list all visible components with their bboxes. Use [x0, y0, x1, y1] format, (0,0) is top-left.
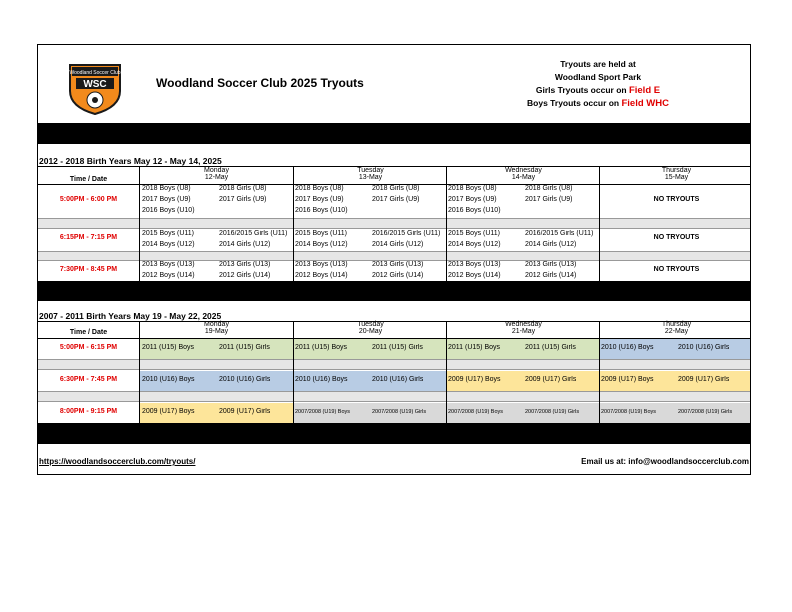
section1-row2-tuesday: 2015 Boys (U11) 2016/2015 Girls (U11) 2014 Boys (U12) 2014 Girls (U12) — [295, 230, 441, 248]
spacer-row — [38, 391, 750, 402]
black-divider-bar — [38, 423, 750, 444]
girls-field-line — [508, 84, 688, 97]
section1-row3-monday: 2013 Boys (U13) 2013 Girls (U13) 2012 Boys (U14) 2012 Girls (U14) — [142, 261, 271, 279]
section1-time-header: Time / Date — [69, 176, 108, 183]
section1-row2-monday: 2015 Boys (U11) 2016/2015 Girls (U11) 2014 Boys (U12) 2014 Girls (U12) — [142, 230, 288, 248]
black-divider-bar — [38, 281, 750, 301]
s2r2-wed-boys: 2009 (U17) Boys — [448, 376, 501, 383]
black-divider-bar — [38, 123, 750, 144]
section2-day-thursday: Thursday 22-May — [661, 321, 692, 335]
section2-row1-time: 5:00PM - 6:15 PM — [59, 344, 118, 351]
section1-row3-thursday: NO TRYOUTS — [653, 266, 700, 273]
section2-day-tuesday: Tuesday 20-May — [357, 321, 384, 335]
section1-row1-thursday: NO TRYOUTS — [653, 196, 700, 203]
section1-row2-wednesday: 2015 Boys (U11) 2016/2015 Girls (U11) 2014 Boys (U12) 2014 Girls (U12) — [448, 230, 594, 248]
section1-row2-time: 6:15PM - 7:15 PM — [59, 234, 118, 241]
section2-row3-time: 8:00PM - 9:15 PM — [59, 408, 118, 415]
s2r1-tue-boys: 2011 (U15) Boys — [295, 344, 348, 351]
s2r3-tue-girls: 2007/2008 (U19) Girls — [372, 409, 427, 415]
col-divider — [446, 166, 447, 285]
section1-day-tuesday: Tuesday 13-May — [357, 167, 384, 181]
col-divider — [599, 321, 600, 423]
boys-field-prefix: Boys Tryouts occur on — [527, 98, 622, 108]
section1-row3-wednesday: 2013 Boys (U13) 2013 Girls (U13) 2012 Boys (U14) 2012 Girls (U14) — [448, 261, 577, 279]
wsc-logo — [68, 63, 122, 115]
s2r1-mon-girls: 2011 (U15) Girls — [219, 344, 270, 351]
s2r3-wed-boys: 2007/2008 (U19) Boys — [448, 409, 504, 415]
s2r1-wed-boys: 2011 (U15) Boys — [448, 344, 501, 351]
section1-day-wednesday: Wednesday 14-May — [505, 167, 542, 181]
boys-field-name: Field WHC — [621, 98, 669, 109]
s2r3-thu-boys: 2007/2008 (U19) Boys — [601, 409, 657, 415]
col-divider — [599, 166, 600, 285]
section1-row1-time: 5:00PM - 6:00 PM — [59, 196, 118, 203]
logo-ring-text: Woodland Soccer Club — [69, 70, 121, 76]
s2r2-mon-boys: 2010 (U16) Boys — [142, 376, 195, 383]
s2r2-thu-girls: 2009 (U17) Girls — [678, 376, 730, 383]
section1-row1-tuesday: 2018 Boys (U8) 2018 Girls (U8) 2017 Boys (U9) 2017 Girls (U9) 2016 Boys (U10) — [295, 185, 420, 214]
page-title: Woodland Soccer Club 2025 Tryouts — [156, 76, 364, 90]
spacer-row — [38, 251, 750, 261]
s2r1-mon-boys: 2011 (U15) Boys — [142, 344, 195, 351]
contact-email[interactable]: Email us at: info@woodlandsoccerclub.com — [581, 457, 749, 466]
spacer-row — [38, 218, 750, 229]
section1-row2-thursday: NO TRYOUTS — [653, 234, 700, 241]
col-divider — [139, 321, 140, 423]
section1-row3-tuesday: 2013 Boys (U13) 2013 Girls (U13) 2012 Boys (U14) 2012 Girls (U14) — [295, 261, 424, 279]
s2r2-tue-girls: 2010 (U16) Girls — [372, 376, 424, 383]
s2r1-thu-boys: 2010 (U16) Boys — [601, 344, 654, 351]
info-line-1: Tryouts are held at — [560, 59, 636, 69]
section1-row3-time: 7:30PM - 8:45 PM — [59, 266, 118, 273]
section1-day-monday: Monday 12-May — [204, 167, 229, 181]
section2-time-header: Time / Date — [69, 329, 108, 336]
girls-field-name: Field E — [628, 85, 661, 96]
col-divider — [139, 166, 140, 285]
boys-field-line — [508, 97, 688, 110]
section1-row1-wednesday: 2018 Boys (U8) 2018 Girls (U8) 2017 Boys (U9) 2017 Girls (U9) 2016 Boys (U10) — [448, 185, 573, 214]
col-divider — [446, 321, 447, 423]
tryout-schedule-sheet — [37, 44, 751, 475]
s2r2-thu-boys: 2009 (U17) Boys — [601, 376, 654, 383]
logo-text: WSC — [83, 79, 107, 90]
s2r2-wed-girls: 2009 (U17) Girls — [525, 376, 577, 383]
section2-day-wednesday: Wednesday 21-May — [505, 321, 542, 335]
info-line-2: Woodland Sport Park — [554, 72, 642, 82]
s2r3-tue-boys: 2007/2008 (U19) Boys — [295, 409, 351, 415]
section2-title: 2007 - 2011 Birth Years May 19 - May 22, 2025 — [39, 311, 222, 321]
s2r3-mon-boys: 2009 (U17) Boys — [142, 408, 195, 415]
section2-row2-time: 6:30PM - 7:45 PM — [59, 376, 118, 383]
s2r3-mon-girls: 2009 (U17) Girls — [219, 408, 271, 415]
col-divider — [293, 321, 294, 423]
col-divider — [293, 166, 294, 285]
tryouts-link[interactable]: https://woodlandsoccerclub.com/tryouts/ — [39, 457, 196, 466]
section1-title: 2012 - 2018 Birth Years May 12 - May 14, 2025 — [39, 156, 222, 166]
girls-field-prefix: Girls Tryouts occur on — [535, 85, 629, 95]
s2r3-wed-girls: 2007/2008 (U19) Girls — [525, 409, 580, 415]
s2r1-wed-girls: 2011 (U15) Girls — [525, 344, 576, 351]
s2r2-mon-girls: 2010 (U16) Girls — [219, 376, 271, 383]
location-info — [508, 58, 688, 110]
spacer-row — [38, 359, 750, 370]
section2-day-monday: Monday 19-May — [204, 321, 229, 335]
s2r1-thu-girls: 2010 (U16) Girls — [678, 344, 730, 351]
s2r3-thu-girls: 2007/2008 (U19) Girls — [678, 409, 733, 415]
section1-day-thursday: Thursday 15-May — [661, 167, 692, 181]
section1-row1-monday: 2018 Boys (U8) 2018 Girls (U8) 2017 Boys (U9) 2017 Girls (U9) 2016 Boys (U10) — [142, 185, 267, 214]
s2r1-tue-girls: 2011 (U15) Girls — [372, 344, 423, 351]
s2r2-tue-boys: 2010 (U16) Boys — [295, 376, 348, 383]
